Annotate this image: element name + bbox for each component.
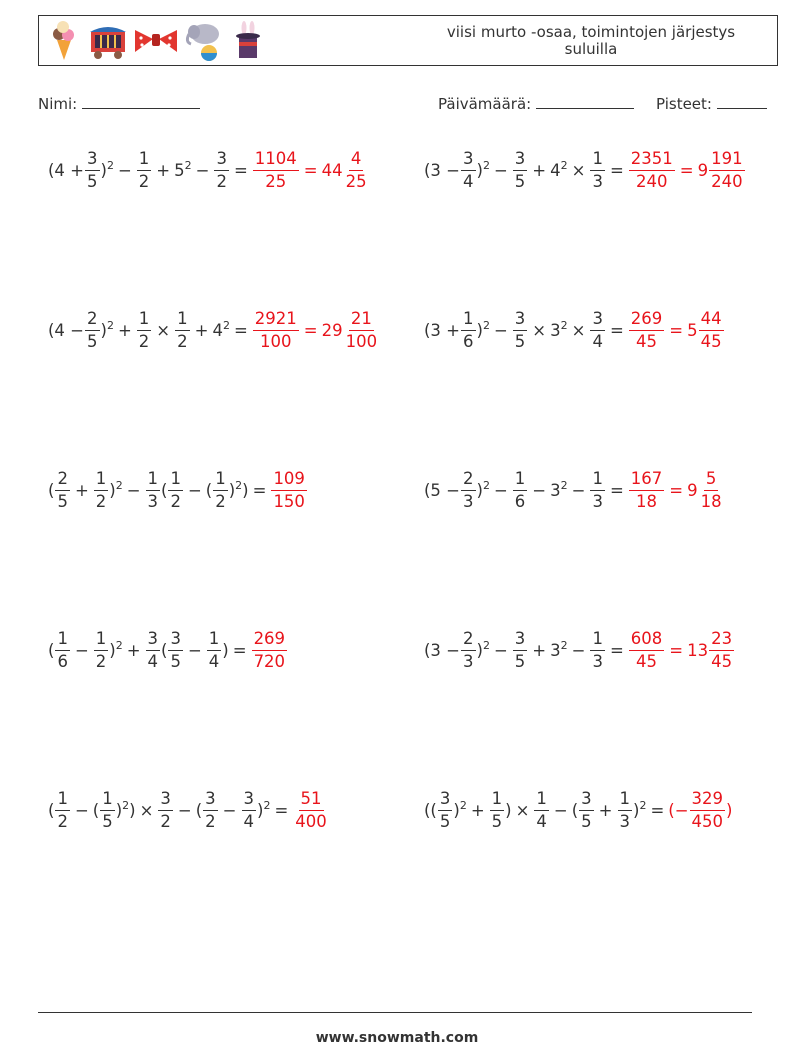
- circus-wagon-icon: [87, 20, 129, 62]
- answer-7: $\frac{269}{720}$: [253, 628, 286, 671]
- answer-4: $\frac{269}{45}$ = 5 $\frac{44}{45}$: [630, 308, 722, 351]
- name-blank[interactable]: [82, 94, 200, 109]
- worksheet-title: viisi murto -osaa, toimintojen järjestys suluilla: [446, 23, 736, 58]
- answer-10: (− $\frac{329}{450}$ ): [668, 788, 733, 831]
- date-field[interactable]: [438, 94, 634, 113]
- score-field[interactable]: [656, 94, 767, 113]
- name-label: Nimi:: [38, 95, 78, 113]
- answer-5: $\frac{109}{150}$: [273, 468, 305, 511]
- problem-6: (5 − $\frac{2}{3}$ ) $^2$ − $\frac{1}{6}$ − 3 $^2$ − $\frac{1}{3}$ = $\frac{167}{18}$ = 9 $\frac{5}{18}$: [424, 460, 725, 520]
- answer-9: $\frac{51}{400}$: [295, 788, 327, 831]
- answer-3: $\frac{2921}{100}$ = 29 $\frac{21}{100}$: [254, 308, 378, 351]
- footer-divider: [38, 1012, 752, 1013]
- problem-7: ( $\frac{1}{6}$ − $\frac{1}{2}$ ) $^2$ + $\frac{3}{4}$ ( $\frac{3}{5}$ − $\frac{1}{4}$ ) = $\frac{269}{720}$: [48, 620, 288, 680]
- name-field[interactable]: [38, 94, 200, 113]
- problem-4: (3 + $\frac{1}{6}$ ) $^2$ − $\frac{3}{5}$ × 3 $^2$ × $\frac{3}{4}$ = $\frac{269}{45}$ = 5 $\frac{44}{45}$: [424, 300, 725, 360]
- magic-hat-icon: [233, 20, 263, 62]
- ice-cream-icon: [49, 20, 79, 62]
- score-label: Pisteet:: [656, 95, 712, 113]
- problem-2: (3 − $\frac{3}{4}$ ) $^2$ − $\frac{3}{5}$ + 4 $^2$ × $\frac{1}{3}$ = $\frac{2351}{240}$ = 9 $\frac{191}{240}$: [424, 140, 746, 200]
- problem-3: (4 − $\frac{2}{5}$ ) $^2$ + $\frac{1}{2}$ × $\frac{1}{2}$ + 4 $^2$ = $\frac{2921}{100}$ = 29 $\frac{21}{100}$: [48, 300, 380, 360]
- answer-1: $\frac{1104}{25}$ = 44 $\frac{4}{25}$: [254, 148, 367, 191]
- score-blank[interactable]: [717, 94, 767, 109]
- bow-tie-icon: [133, 20, 179, 62]
- elephant-icon: [185, 20, 225, 62]
- problem-8: (3 − $\frac{2}{3}$ ) $^2$ − $\frac{3}{5}$ + 3 $^2$ − $\frac{1}{3}$ = $\frac{608}{45}$ = 13 $\frac{23}{45}$: [424, 620, 735, 680]
- worksheet-header: [38, 15, 778, 66]
- problem-10: (( $\frac{3}{5}$ ) $^2$ + $\frac{1}{5}$ ) × $\frac{1}{4}$ − ( $\frac{3}{5}$ + $\frac{1}{3}$ ) $^2$ = (− $\frac{329}{450}$ ): [424, 788, 733, 831]
- date-blank[interactable]: [536, 94, 634, 109]
- date-label: Päivämäärä:: [438, 95, 532, 113]
- footer-url[interactable]: www.snowmath.com: [315, 1030, 479, 1046]
- problem-1: (4 + $\frac{3}{5}$ ) $^2$ − $\frac{1}{2}$ + 5 $^2$ − $\frac{3}{2}$ = $\frac{1104}{25}$ = 44 $\frac{4}{25}$: [48, 140, 370, 200]
- answer-8: $\frac{608}{45}$ = 13 $\frac{23}{45}$: [630, 628, 733, 671]
- answer-2: $\frac{2351}{240}$ = 9 $\frac{191}{240}$: [630, 148, 743, 191]
- problem-9: ( $\frac{1}{2}$ − ( $\frac{1}{5}$ ) $^2$ ) × $\frac{3}{2}$ − ( $\frac{3}{2}$ − $\frac{3}{4}$ ) $^2$ = $\frac{51}{400}$: [48, 780, 330, 840]
- problem-5: ( $\frac{2}{5}$ + $\frac{1}{2}$ ) $^2$ − $\frac{1}{3}$ ( $\frac{1}{2}$ − ( $\frac{1}{2}$ ) $^2$ ) = $\frac{109}{150}$: [48, 460, 308, 520]
- answer-6: $\frac{167}{18}$ = 9 $\frac{5}{18}$: [630, 468, 722, 511]
